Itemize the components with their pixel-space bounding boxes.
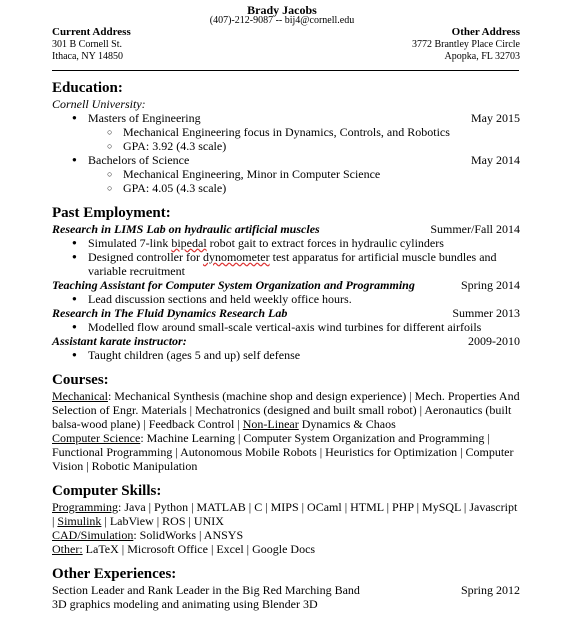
- contact-info: (407)-212-9087 -- bij4@cornell.edu: [209, 15, 355, 26]
- text-run: : Java | Python | MATLAB | C | MIPS | OCaml | HTML | PHP | MySQL | Javascript |: [52, 500, 518, 528]
- cad-skills: [52, 528, 520, 542]
- degree-name: Masters of Engineering: [88, 111, 201, 125]
- school-name: Cornell University:: [52, 97, 146, 111]
- skill-category-label: CAD/Simulation: [52, 528, 134, 542]
- cs-courses: [52, 431, 520, 473]
- skill-category-label: Programming: [52, 500, 118, 514]
- degree-name: Bachelors of Science: [88, 153, 190, 167]
- degree-detail: ○ GPA: 3.92 (4.3 scale): [52, 139, 520, 153]
- text-run: Non-Linear: [242, 417, 299, 431]
- employment-heading: Past Employment:: [52, 205, 171, 221]
- degree-item: [52, 111, 520, 125]
- text-run: : Machine Learning | Computer System Organization and Programming | Functional Programming | Autonomous Mobile Robots | Heuristics for Optimization | Computer Vision | Robotic Manipulation: [52, 431, 514, 473]
- degree-date: May 2015: [471, 111, 520, 125]
- skill-category-label: Other:: [52, 542, 83, 556]
- experience-text: Section Leader and Rank Leader in the Big Red Marching Band: [52, 583, 360, 597]
- education-heading: Education:: [52, 80, 123, 96]
- job-bullet: ● Modelled flow around small-scale vertical-axis wind turbines for different airfoils: [52, 320, 520, 334]
- other-address: [412, 26, 520, 63]
- mechanical-courses: [52, 389, 520, 431]
- job-bullet-continuation: variable recruitment: [88, 264, 185, 278]
- job-date: Spring 2014: [460, 278, 520, 292]
- job-title: Research in The Fluid Dynamics Research Lab: [52, 306, 288, 320]
- job-title: Teaching Assistant for Computer System Organization and Programming: [52, 278, 415, 292]
- current-address: [52, 26, 131, 63]
- text-run: Simulink: [57, 514, 102, 528]
- job-bullet: ● Taught children (ages 5 and up) self defense: [52, 348, 520, 362]
- header-divider: [52, 70, 519, 71]
- misspelled-word: bipedal: [171, 236, 207, 250]
- job-bullet: [52, 250, 520, 264]
- current-address-line1: 301 B Cornell St.: [52, 39, 123, 50]
- programming-skills: [52, 500, 520, 528]
- experiences-heading: Other Experiences:: [52, 566, 177, 582]
- job-bullet: [52, 236, 520, 250]
- course-category-label: Mechanical: [52, 389, 108, 403]
- experience-date: Spring 2012: [460, 583, 520, 597]
- text-run: robot gait to extract forces in hydraulic cylinders: [206, 236, 444, 250]
- current-address-title: Current Address: [52, 26, 131, 38]
- job-date: Summer/Fall 2014: [430, 222, 520, 236]
- current-address-line2: Ithaca, NY 14850: [52, 51, 123, 62]
- text-run: Dynamics & Chaos: [298, 417, 396, 431]
- job-header: [52, 334, 520, 348]
- other-address-line2: Apopka, FL 32703: [444, 51, 520, 62]
- degree-detail: ○ GPA: 4.05 (4.3 scale): [52, 181, 520, 195]
- misspelled-word: dynomometer: [202, 250, 270, 264]
- text-run: : Mechanical Synthesis (machine shop and design experience) | Mech. Properties And Selection of Engr. Materials | Mechatronics (designed and built small robot) | Aeronautics (built balsa-wood plane) | Feedback Control |: [52, 389, 520, 431]
- other-skills: [52, 542, 520, 556]
- other-address-line1: 3772 Brantley Place Circle: [411, 39, 520, 50]
- degree-detail: ○ Mechanical Engineering focus in Dynamics, Controls, and Robotics: [52, 125, 520, 139]
- degree-date: May 2014: [471, 153, 520, 167]
- other-address-title: Other Address: [451, 26, 520, 38]
- text-run: : SolidWorks | ANSYS: [133, 528, 244, 542]
- degree-item: [52, 153, 520, 167]
- text-run: | LabView | ROS | UNIX: [101, 514, 224, 528]
- skills-heading: Computer Skills:: [52, 483, 162, 499]
- job-title: Assistant karate instructor:: [52, 334, 187, 348]
- experience-item: [52, 583, 520, 597]
- job-header: [52, 278, 520, 292]
- job-date: Summer 2013: [452, 306, 520, 320]
- resume-name: Brady Jacobs: [247, 3, 317, 17]
- job-date: 2009-2010: [468, 334, 520, 348]
- experience-item: 3D graphics modeling and animating using Blender 3D: [52, 597, 318, 611]
- text-run: Simulated 7-link: [88, 236, 172, 250]
- degree-detail: ○ Mechanical Engineering, Minor in Computer Science: [52, 167, 520, 181]
- job-header: [52, 306, 520, 320]
- courses-heading: Courses:: [52, 372, 109, 388]
- text-run: Designed controller for: [88, 250, 203, 264]
- text-run: LaTeX | Microsoft Office | Excel | Google Docs: [82, 542, 316, 556]
- course-category-label: Computer Science: [52, 431, 141, 445]
- job-title: Research in LIMS Lab on hydraulic artificial muscles: [52, 222, 320, 236]
- text-run: test apparatus for artificial muscle bundles and: [269, 250, 497, 264]
- job-header: [52, 222, 520, 236]
- resume-body[interactable]: [52, 80, 520, 611]
- job-bullet: ● Lead discussion sections and held weekly office hours.: [52, 292, 520, 306]
